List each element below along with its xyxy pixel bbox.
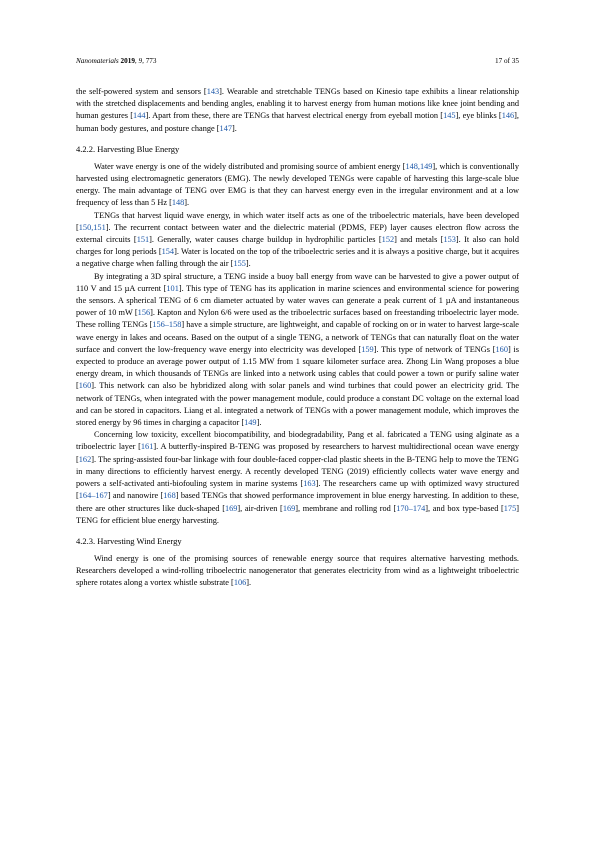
body-paragraph — [76, 161, 519, 210]
section-heading: 4.2.2. Harvesting Blue Energy — [76, 144, 180, 155]
page-number: 17 of 35 — [495, 57, 519, 65]
paragraph-text: ], eye blinks [ — [455, 111, 502, 121]
paragraph-text: ]. — [232, 123, 237, 133]
citation-link[interactable]: 148,149 — [405, 161, 433, 171]
citation-link[interactable]: 159 — [361, 344, 374, 354]
citation-link[interactable]: 155 — [233, 259, 246, 269]
paragraph-text: ], human body gestures, and posture change [ — [76, 111, 519, 133]
citation-link[interactable]: 101 — [166, 283, 179, 293]
citation-link[interactable]: 163 — [303, 479, 316, 489]
citation-link[interactable]: 152 — [381, 235, 395, 245]
paragraph-text: ] and metals [ — [394, 235, 444, 245]
citation-link[interactable]: 150,151 — [78, 222, 106, 232]
paragraph-text: ]. The researchers came up with optimized wavy structured [ — [76, 479, 519, 501]
body-paragraph — [76, 210, 519, 271]
paragraph-text: ]. It also can hold charges for long periods [ — [76, 235, 519, 257]
citation-link[interactable]: 175 — [503, 503, 517, 513]
paragraph-text: ]. — [184, 198, 190, 208]
citation-link[interactable]: 170–174 — [396, 503, 426, 513]
section-heading: 4.2.3. Harvesting Wind Energy — [76, 536, 182, 547]
paragraph-text: ]. Apart from these, there are TENGs that harvest electrical energy from eyeball motion [ — [145, 111, 444, 121]
citation-link[interactable]: 168 — [163, 491, 176, 501]
paragraph-text: ]. Wearable and stretchable TENGs based on Kinesio tape exhibits a linear relationship with the stretched displacements and bending angles, enabling it to harvest energy from human motions like knee joint bending and human gestures [ — [76, 87, 519, 121]
citation-link[interactable]: 162 — [78, 454, 92, 464]
paragraph-text: ]. — [246, 578, 252, 588]
citation-link[interactable]: 145 — [443, 111, 456, 121]
body-paragraph — [76, 271, 519, 430]
paragraph-text: ] and nanowire [ — [107, 491, 164, 501]
paragraph-text: ]. The spring-assisted four-bar linkage with four double-faced copper-clad plastic sheets in the B-TENG help to move the TENG in many directions to efficiently harvest energy. A recently developed TENG (2019) efficiently collects water wave energy and powers a self-activated anti-biofouling system in marine systems [ — [76, 454, 519, 489]
journal-name: Nanomaterials — [76, 57, 119, 65]
paragraph-text: ]. This type of TENG has its application in marine sciences and environmental science for powering the sensors. A spherical TENG of 6 cm diameter actuated by water waves can generate a peak current of 1 µA and instantaneous power of 10 mW [ — [76, 283, 519, 318]
citation-link[interactable]: 156 — [137, 308, 151, 318]
citation-link[interactable]: 156–158 — [152, 320, 182, 330]
citation-link[interactable]: 169 — [282, 503, 296, 513]
paragraph-text: ] have a simple structure, are lightweight, and capable of rocking on or in water to harvest large-scale wave energy in lakes and oceans. Based on the output of a single TENG, a network of TENGs that can naturally float on the water surface and convert the low-frequency wave energy into electricity was developed [ — [76, 320, 519, 354]
paragraph-text: the self-powered system and sensors [ — [76, 87, 207, 96]
journal-year: 2019 — [120, 57, 135, 65]
paragraph-text: ]. Generally, water causes charge buildup in hydrophilic particles [ — [149, 235, 382, 245]
paragraph-text: TENGs that harvest liquid wave energy, in which water itself acts as one of the triboelectric materials, have been developed [ — [76, 210, 519, 232]
paragraph-text: ]. A butterfly-inspired B-TENG was proposed by researchers to harvest multidirectional ocean wave energy [ — [76, 442, 519, 464]
paragraph-text: ] is expected to produce an average power output of 1.15 MW from 1 square kilometer surface area. Zhong Lin Wang proposes a blue energy dream, in which thousands of TENGs are linked into a network using cables that could power a town or purify saline water [ — [76, 344, 520, 391]
citation-link[interactable]: 160 — [78, 381, 92, 391]
citation-link[interactable]: 151 — [136, 235, 150, 245]
paragraph-text: ]. — [256, 418, 262, 428]
paragraph-text: ]. — [245, 259, 251, 269]
paragraph-text: ] TENG for efficient blue energy harvesting. — [76, 503, 519, 525]
article-body — [76, 86, 519, 590]
citation-link[interactable]: 148 — [171, 198, 185, 208]
body-paragraph — [76, 429, 519, 527]
article-number: 773 — [145, 57, 157, 65]
paragraph-text: ]. This network can also be hybridized along with solar panels and wind turbines that could power an electricity grid. The network of TENGs, when integrated with the power management module, could produce a constant DC voltage on the external load and can be stored in capacitors. Liang et al. integrated a network of TENGs with a power management module, which improves the stored energy by 96 times in charging a capacitor [ — [76, 381, 519, 428]
paragraph-text: ], membrane and rolling rod [ — [295, 503, 397, 513]
paragraph-text: ], which is conventionally harvested using electromagnetic generators (EMG). The newly developed TENGs were capable of harvesting this large-scale blue energy. The main advantage of TENG over EMG is that they can harvest energy even in the irregular environment and at a low frequency of less than 5 Hz [ — [76, 161, 519, 208]
citation-link[interactable]: 161 — [140, 442, 154, 452]
citation-link[interactable]: 146 — [501, 111, 515, 121]
paragraph-text: ], air-driven [ — [237, 503, 283, 513]
citation-link[interactable]: 169 — [224, 503, 238, 513]
citation-link[interactable]: 154 — [161, 247, 175, 257]
paragraph-text: ]. The recurrent contact between water and the dielectric material (PDMS, FEP) layer causes electron flow across the external circuits [ — [76, 222, 519, 245]
paragraph-text: ]. Kapton and Nylon 6/6 were used as the triboelectric surfaces based on freestanding triboelectric layer mode. These rolling TENGs [ — [76, 308, 519, 330]
citation-link[interactable]: 144 — [133, 111, 146, 121]
paragraph-text: Concerning low toxicity, excellent biocompatibility, and biodegradability, Pang et al. fabricated a TENG using alginate as a triboelectric layer [ — [76, 430, 519, 452]
body-paragraph — [76, 553, 519, 590]
citation-link[interactable]: 164–167 — [78, 491, 108, 501]
paragraph-text: ]. This type of network of TENGs [ — [373, 344, 496, 354]
journal-citation: Nanomaterials 2019, 9, 773 — [76, 57, 157, 65]
citation-link[interactable]: 143 — [206, 87, 220, 96]
paragraph-text: Water wave energy is one of the widely distributed and promising source of ambient energy [ — [94, 161, 406, 171]
journal-volume: 9 — [138, 57, 143, 65]
body-paragraph — [76, 86, 519, 135]
paragraph-text: Wind energy is one of the promising sources of renewable energy source that requires alternative harvesting methods. Researchers developed a wind-rolling triboelectric nanogenerator that generates electricity from wind as a lightweight triboelectric sphere rotates along a vortex whistle substrate [ — [76, 553, 519, 588]
paragraph-text: ]. Water is located on the top of the triboelectric series and it is always a positive charge, but it acquires a negative charge when falling through the air [ — [76, 247, 519, 269]
citation-link[interactable]: 147 — [219, 123, 232, 133]
citation-link[interactable]: 160 — [495, 344, 508, 354]
citation-link[interactable]: 149 — [244, 418, 257, 428]
paragraph-text: ], and box type-based [ — [425, 503, 504, 513]
paragraph-text: By integrating a 3D spiral structure, a TENG inside a buoy ball energy from wave can be harvested to give a power output of 110 V and 15 µA current [ — [76, 271, 519, 293]
citation-link[interactable]: 153 — [443, 235, 456, 245]
running-header — [76, 57, 519, 69]
citation-link[interactable]: 106 — [233, 578, 247, 588]
paragraph-text: ] based TENGs that showed performance improvement in blue energy harvesting. In addition to these, there are other structures like duck-shaped [ — [76, 491, 519, 513]
